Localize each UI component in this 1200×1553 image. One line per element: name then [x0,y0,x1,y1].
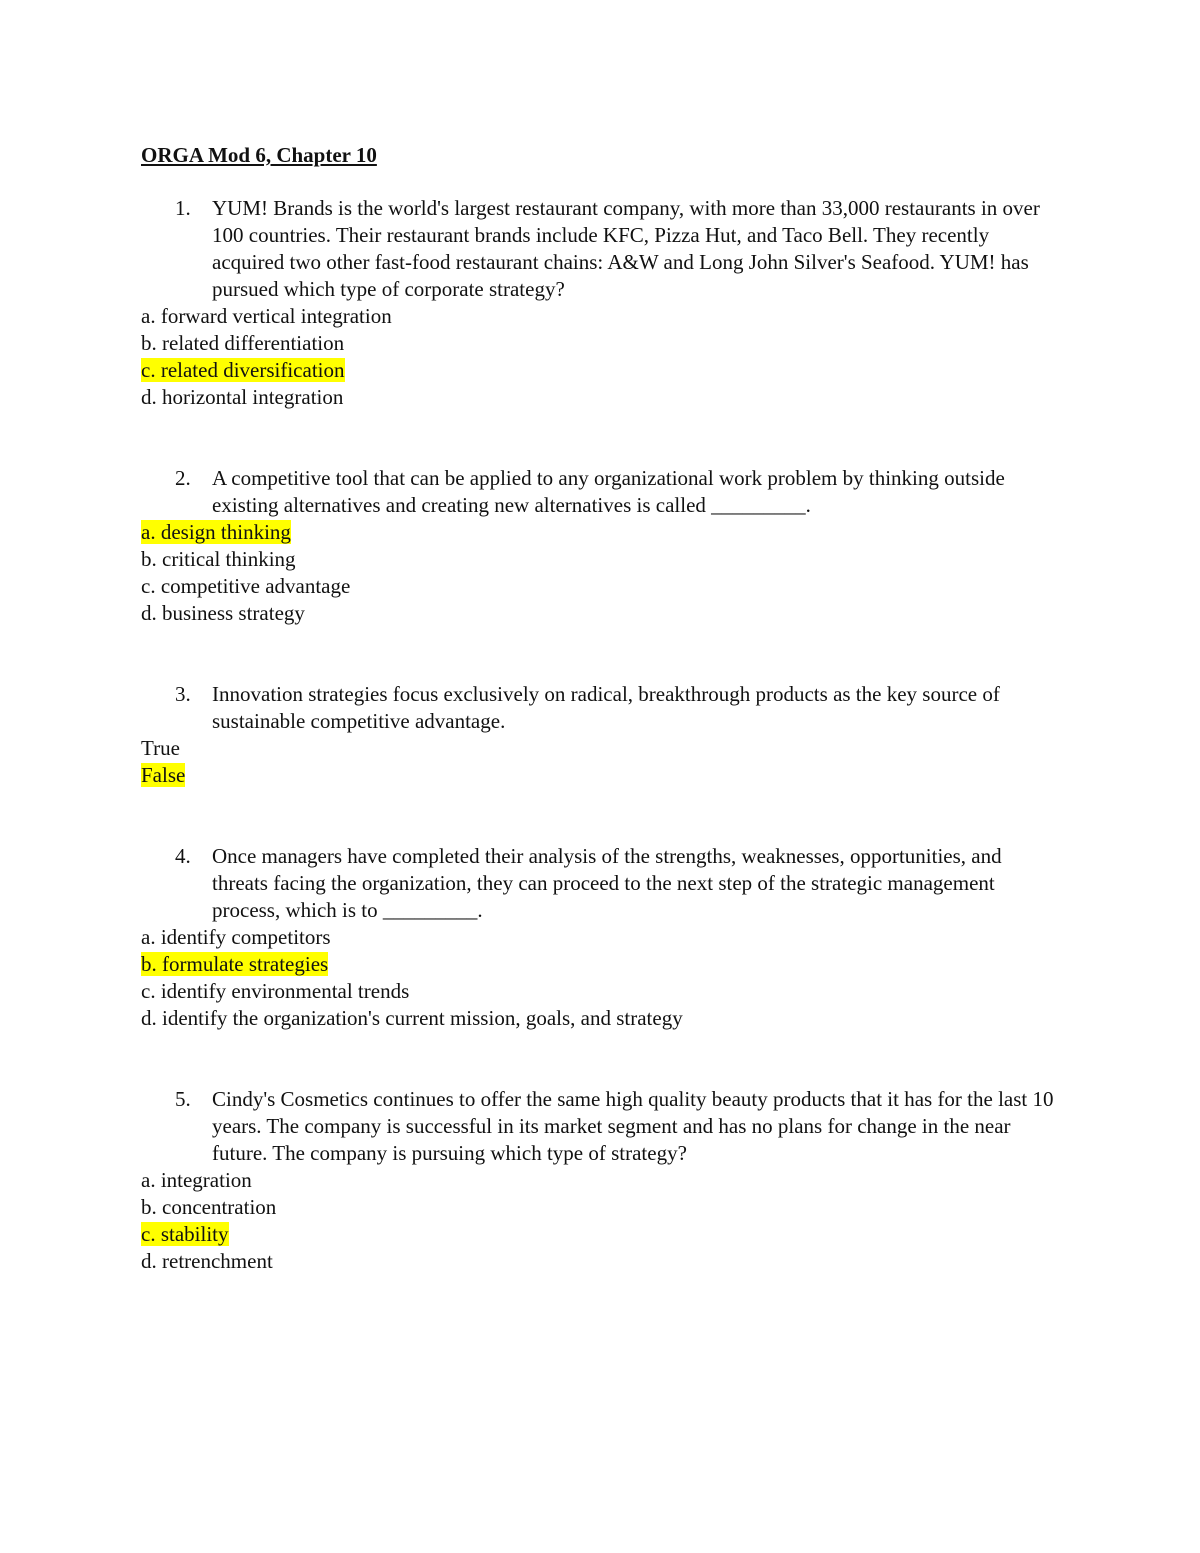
question-text: Innovation strategies focus exclusively on radical, breakthrough products as the key source of sustainable competitive advantage. [212,682,1000,733]
question-text: Once managers have completed their analysis of the strengths, weaknesses, opportunities, and threats facing the organization, they can proceed to the next step of the strategic management process, which is to _________. [212,844,1002,922]
option-label: d. business strategy [141,601,305,625]
option-label: d. horizontal integration [141,385,344,409]
answer-options [141,924,1071,1032]
option-label: True [141,736,180,760]
question-text: A competitive tool that can be applied to any organizational work problem by thinking outside existing alternatives and creating new alternatives is called _________. [212,466,1005,517]
highlighted-answer: False [141,763,186,787]
option-label: b. related differentiation [141,331,345,355]
spacer [141,411,1071,465]
question-4 [141,843,1071,1032]
spacer [141,1032,1071,1086]
question-2 [141,465,1071,627]
answer-option [141,600,1071,627]
answer-option-correct [141,951,1071,978]
document-title: ORGA Mod 6, Chapter 10 [141,143,377,167]
question-number: 3. [175,682,191,706]
answer-option-correct [141,357,1071,384]
answer-option [141,1194,1071,1221]
question-stem [141,843,1071,924]
document-content [141,142,1071,1275]
option-label: b. concentration [141,1195,277,1219]
answer-options [141,1167,1071,1275]
option-label: a. forward vertical integration [141,304,392,328]
answer-option [141,330,1071,357]
answer-option [141,1005,1071,1032]
spacer [141,789,1071,843]
option-label: c. identify environmental trends [141,979,410,1003]
option-label: d. identify the organization's current mission, goals, and strategy [141,1006,683,1030]
question-number: 4. [175,844,191,868]
option-label: d. retrenchment [141,1249,273,1273]
question-number: 1. [175,196,191,220]
question-3 [141,681,1071,789]
highlighted-answer: c. stability [141,1222,229,1246]
option-label: c. competitive advantage [141,574,351,598]
answer-option-correct [141,1221,1071,1248]
question-stem [141,195,1071,303]
answer-option [141,735,1071,762]
answer-option [141,1167,1071,1194]
answer-option [141,546,1071,573]
highlighted-answer: c. related diversification [141,358,345,382]
question-text: Cindy's Cosmetics continues to offer the same high quality beauty products that it has for the last 10 years. The company is successful in its market segment and has no plans for change in the near future. The company is pursuing which type of strategy? [212,1087,1054,1165]
answer-option [141,573,1071,600]
highlighted-answer: b. formulate strategies [141,952,329,976]
highlighted-answer: a. design thinking [141,520,291,544]
answer-option [141,384,1071,411]
question-number: 5. [175,1087,191,1111]
answer-option-correct [141,762,1071,789]
answer-options [141,519,1071,627]
answer-options [141,735,1071,789]
option-label: a. integration [141,1168,252,1192]
question-text: YUM! Brands is the world's largest restaurant company, with more than 33,000 restaurants in over 100 countries. Their restaurant brands include KFC, Pizza Hut, and Taco Bell. They recently acquired two other fast-food restaurant chains: A&W and Long John Silver's Seafood. YUM! has pursued which type of corporate strategy? [212,196,1040,301]
answer-option-correct [141,519,1071,546]
option-label: a. identify competitors [141,925,331,949]
answer-option [141,924,1071,951]
answer-option [141,978,1071,1005]
answer-options [141,303,1071,411]
question-stem [141,681,1071,735]
question-1 [141,195,1071,411]
spacer [141,627,1071,681]
answer-option [141,1248,1071,1275]
option-label: b. critical thinking [141,547,296,571]
question-number: 2. [175,466,191,490]
answer-option [141,303,1071,330]
question-stem [141,1086,1071,1167]
question-stem [141,465,1071,519]
question-5 [141,1086,1071,1275]
